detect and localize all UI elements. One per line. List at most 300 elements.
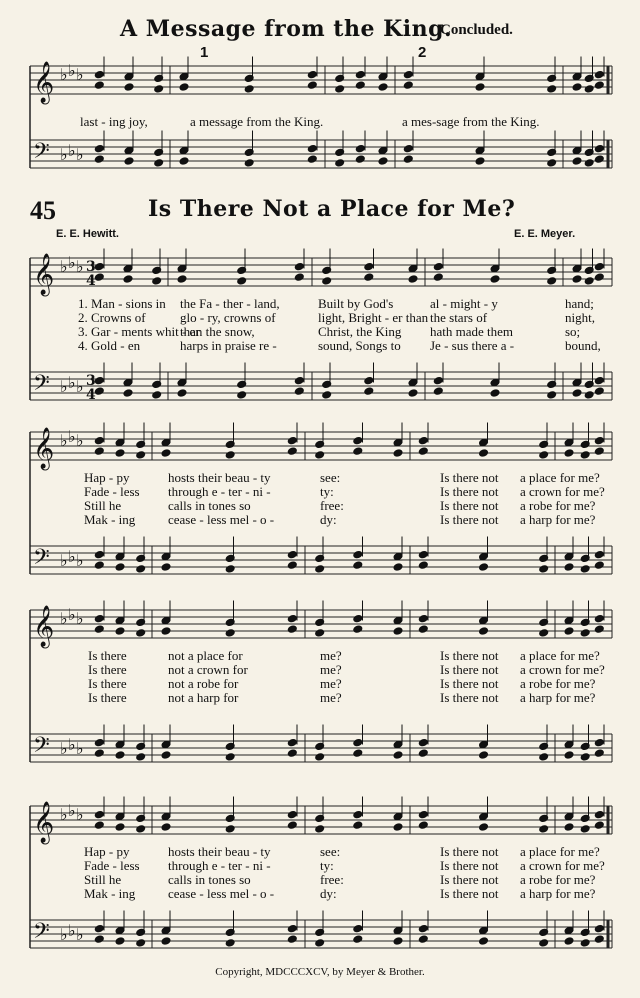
lyric-segment: Je - sus there a - [430, 338, 515, 353]
note-head [237, 277, 247, 286]
treble-clef: 𝄞 [33, 62, 55, 103]
flat-sign: ♭ [68, 801, 76, 820]
note-head [584, 159, 594, 168]
note-head [539, 565, 549, 574]
bass-clef: 𝄢 [33, 139, 50, 169]
note-head [572, 157, 582, 166]
note-head [475, 157, 485, 166]
lyric-segment: Christ, the King [318, 324, 402, 339]
note-head [547, 159, 557, 168]
flat-sign: ♭ [68, 373, 76, 392]
note-head [364, 273, 374, 282]
lyric-segment: a crown for me? [520, 484, 605, 499]
note-head [418, 738, 428, 747]
note-head [572, 83, 582, 92]
note-head [479, 740, 489, 749]
lyric-segment: Still he [84, 872, 122, 887]
bass-clef: 𝄢 [33, 371, 50, 401]
note-head [594, 821, 604, 830]
note-head [94, 387, 104, 396]
note-head [115, 751, 125, 760]
note-head [353, 436, 363, 445]
note-head [594, 738, 604, 747]
note-head [564, 937, 574, 946]
note-head [539, 629, 549, 638]
note-head [547, 277, 557, 286]
flat-sign: ♭ [68, 141, 76, 160]
note-head [580, 939, 590, 948]
note-head [594, 614, 604, 623]
note-head [94, 144, 104, 153]
note-head [307, 81, 317, 90]
note-head [161, 552, 171, 561]
note-head [225, 565, 235, 574]
note-head [287, 447, 297, 456]
note-head [433, 376, 443, 385]
note-head [594, 81, 604, 90]
note-head [564, 552, 574, 561]
lyric-segment: Is there not [440, 484, 499, 499]
note-head [564, 563, 574, 572]
flat-sign: ♭ [60, 65, 68, 84]
note-head [94, 821, 104, 830]
note-head [355, 144, 365, 153]
lyric-segment: calls in tones so [168, 498, 251, 513]
lyric-segment: a crown for me? [520, 858, 605, 873]
note-head [353, 821, 363, 830]
bass-clef: 𝄢 [33, 733, 50, 763]
hymn-title: Is There Not a Place for Me? [148, 196, 516, 222]
lyric-segment: not a crown for [168, 662, 248, 677]
note-head [179, 72, 189, 81]
bass-clef: 𝄢 [33, 919, 50, 949]
note-head [378, 83, 388, 92]
note-heads [94, 57, 604, 948]
lyric-segment: a robe for me? [520, 872, 596, 887]
note-head [353, 810, 363, 819]
note-head [393, 627, 403, 636]
note-head [315, 565, 325, 574]
note-head [115, 552, 125, 561]
lyric-segment: through e - ter - ni - [168, 858, 271, 873]
note-head [479, 616, 489, 625]
lyric-segment: a place for me? [520, 648, 600, 663]
lyric-segment: Is there not [440, 676, 499, 691]
note-head [418, 436, 428, 445]
lyric-segment: Fade - less [84, 858, 140, 873]
note-head [564, 616, 574, 625]
note-head [418, 924, 428, 933]
note-head [433, 262, 443, 271]
note-head [547, 85, 557, 94]
note-head [287, 749, 297, 758]
note-head [594, 447, 604, 456]
note-head [378, 72, 388, 81]
flat-sign: ♭ [76, 609, 84, 628]
note-head [287, 561, 297, 570]
lyric-segment: Mak - ing [84, 512, 136, 527]
note-head [479, 812, 489, 821]
lyric-segment: Is there not [440, 498, 499, 513]
lyric-segment: hand; [565, 296, 594, 311]
lyric-segment: Is there [88, 690, 127, 705]
note-head [123, 264, 133, 273]
lyric-segment: 4. Gold - en [78, 338, 141, 353]
lyric-segment: a robe for me? [520, 498, 596, 513]
note-head [353, 550, 363, 559]
note-head [161, 751, 171, 760]
note-head [287, 550, 297, 559]
note-head [124, 83, 134, 92]
lyric-segment: hath made them [430, 324, 514, 339]
note-head [322, 391, 332, 400]
note-head [94, 561, 104, 570]
note-head [594, 387, 604, 396]
flat-sign: ♭ [60, 257, 68, 276]
note-head [594, 376, 604, 385]
lyric-segment: dy: [320, 886, 337, 901]
lyric-segment: bound, [565, 338, 601, 353]
flat-sign: ♭ [76, 805, 84, 824]
note-head [433, 273, 443, 282]
flat-sign: ♭ [68, 253, 76, 272]
note-head [418, 821, 428, 830]
previous-hymn-title: A Message from the King. [120, 16, 453, 42]
note-head [353, 447, 363, 456]
note-head [315, 629, 325, 638]
lyric-segment: al - might - y [430, 296, 498, 311]
note-head [479, 449, 489, 458]
lyric-segment: dy: [320, 512, 337, 527]
note-head [594, 262, 604, 271]
note-head [161, 627, 171, 636]
note-head [364, 376, 374, 385]
note-head [152, 391, 162, 400]
lyric-segment: me? [320, 648, 342, 663]
flat-sign: ♭ [68, 735, 76, 754]
note-head [94, 738, 104, 747]
note-head [418, 447, 428, 456]
note-head [353, 625, 363, 634]
note-head [364, 262, 374, 271]
note-head [124, 157, 134, 166]
lyric-segment: Is there [88, 662, 127, 677]
note-head [287, 625, 297, 634]
note-head [564, 926, 574, 935]
note-head [307, 155, 317, 164]
note-head [161, 740, 171, 749]
note-head [115, 627, 125, 636]
note-head [244, 85, 254, 94]
note-head [154, 159, 164, 168]
note-head [378, 146, 388, 155]
first-ending-number: 1 [200, 44, 209, 61]
note-head [564, 812, 574, 821]
note-head [572, 146, 582, 155]
lyric-segment: ty: [320, 484, 334, 499]
lyric-segment: light, Bright - er than [318, 310, 429, 325]
lyric-segment: Still he [84, 498, 122, 513]
note-head [393, 812, 403, 821]
note-head [161, 812, 171, 821]
note-head [335, 85, 345, 94]
lyric-segment: harps in praise re - [180, 338, 277, 353]
lyric-segment: free: [320, 872, 344, 887]
note-head [123, 275, 133, 284]
flat-sign: ♭ [60, 377, 68, 396]
note-head [115, 616, 125, 625]
note-head [418, 550, 428, 559]
lyric-segment: Is there not [440, 648, 499, 663]
note-head [161, 926, 171, 935]
note-head [594, 155, 604, 164]
note-head [94, 935, 104, 944]
lyric-segment: night, [565, 310, 595, 325]
note-head [353, 738, 363, 747]
note-head [136, 629, 146, 638]
note-head [490, 275, 500, 284]
note-head [393, 563, 403, 572]
time-signature-bottom: 4 [86, 273, 96, 289]
note-head [115, 926, 125, 935]
note-head [564, 823, 574, 832]
copyright-notice: Copyright, MDCCCXCV, by Meyer & Brother. [215, 966, 425, 978]
note-head [580, 565, 590, 574]
note-head [177, 378, 187, 387]
note-head [418, 614, 428, 623]
bass-staff [30, 140, 612, 168]
lyric-segment: a robe for me? [520, 676, 596, 691]
note-head [355, 155, 365, 164]
note-head [115, 449, 125, 458]
note-head [584, 391, 594, 400]
lyric-segment: see: [320, 844, 341, 859]
note-head [572, 378, 582, 387]
flat-sign: ♭ [76, 145, 84, 164]
note-head [378, 157, 388, 166]
lyric-segment: ty: [320, 858, 334, 873]
note-head [564, 740, 574, 749]
note-head [161, 937, 171, 946]
note-head [479, 627, 489, 636]
note-head [94, 625, 104, 634]
note-head [294, 376, 304, 385]
note-head [177, 264, 187, 273]
note-head [479, 937, 489, 946]
note-head [403, 70, 413, 79]
flat-sign: ♭ [68, 921, 76, 940]
note-head [564, 438, 574, 447]
note-head [294, 387, 304, 396]
note-head [94, 81, 104, 90]
lyric-segment: not a harp for [168, 690, 239, 705]
note-head [179, 146, 189, 155]
note-head [353, 924, 363, 933]
flat-sign: ♭ [60, 551, 68, 570]
note-head [161, 616, 171, 625]
prev-lyric-2: a message from the King. [190, 114, 324, 129]
note-head [94, 70, 104, 79]
hymn-author: E. E. Hewitt. [56, 228, 119, 240]
note-head [115, 438, 125, 447]
note-head [94, 436, 104, 445]
note-head [315, 939, 325, 948]
note-head [115, 740, 125, 749]
note-head [136, 451, 146, 460]
note-head [475, 83, 485, 92]
second-ending-number: 2 [418, 44, 427, 61]
note-head [287, 935, 297, 944]
flat-sign: ♭ [76, 551, 84, 570]
note-head [94, 447, 104, 456]
note-head [177, 275, 187, 284]
note-head [403, 155, 413, 164]
note-head [287, 810, 297, 819]
flat-sign: ♭ [68, 427, 76, 446]
note-head [572, 72, 582, 81]
note-head [94, 614, 104, 623]
note-head [225, 753, 235, 762]
note-head [287, 614, 297, 623]
note-head [475, 146, 485, 155]
note-head [547, 391, 557, 400]
note-head [225, 939, 235, 948]
note-head [418, 749, 428, 758]
lyric-segment: the stars of [430, 310, 488, 325]
clefs [33, 61, 96, 949]
note-head [408, 264, 418, 273]
lyric-segment: me? [320, 690, 342, 705]
note-head [408, 378, 418, 387]
lyric-segment: Fade - less [84, 484, 140, 499]
note-head [479, 823, 489, 832]
note-head [94, 155, 104, 164]
lyric-segment: Is there not [440, 690, 499, 705]
lyric-segment: Mak - ing [84, 886, 136, 901]
note-head [179, 157, 189, 166]
note-head [393, 751, 403, 760]
note-head [353, 561, 363, 570]
lyric-segment: Is there [88, 676, 127, 691]
note-head [539, 451, 549, 460]
note-head [594, 561, 604, 570]
flat-sign: ♭ [76, 431, 84, 450]
note-head [136, 825, 146, 834]
lyric-segment: Is there not [440, 858, 499, 873]
flat-sign: ♭ [60, 145, 68, 164]
note-head [94, 262, 104, 271]
time-signature-top: 3 [86, 259, 96, 275]
flat-sign: ♭ [76, 925, 84, 944]
flat-sign: ♭ [76, 65, 84, 84]
lyric-segment: me? [320, 676, 342, 691]
note-head [393, 937, 403, 946]
note-head [584, 277, 594, 286]
flat-sign: ♭ [60, 609, 68, 628]
note-head [136, 939, 146, 948]
note-head [393, 449, 403, 458]
treble-staff [30, 258, 612, 286]
note-head [161, 563, 171, 572]
bass-clef: 𝄢 [33, 545, 50, 575]
lyric-segment: hosts their beau - ty [168, 844, 271, 859]
note-head [225, 825, 235, 834]
lyric-segment: a place for me? [520, 470, 600, 485]
note-head [580, 629, 590, 638]
note-head [287, 821, 297, 830]
note-head [475, 72, 485, 81]
flat-sign: ♭ [76, 257, 84, 276]
note-head [539, 939, 549, 948]
note-head [564, 449, 574, 458]
note-head [94, 273, 104, 282]
lyric-segment: Is there not [440, 512, 499, 527]
note-head [539, 753, 549, 762]
note-head [115, 937, 125, 946]
flat-sign: ♭ [68, 547, 76, 566]
note-head [115, 823, 125, 832]
lyric-segment: a harp for me? [520, 690, 596, 705]
note-head [152, 277, 162, 286]
note-head [177, 389, 187, 398]
time-signature-bottom: 4 [86, 387, 96, 403]
lyric-segment: a harp for me? [520, 886, 596, 901]
note-head [403, 81, 413, 90]
note-head [294, 273, 304, 282]
note-head [580, 753, 590, 762]
note-head [572, 264, 582, 273]
note-head [94, 810, 104, 819]
note-head [564, 751, 574, 760]
hymn-composer: E. E. Meyer. [514, 228, 576, 240]
lyric-segment: not a place for [168, 648, 243, 663]
lyric-segment: Is there not [440, 872, 499, 887]
note-head [418, 561, 428, 570]
treble-clef: 𝄞 [33, 428, 55, 469]
time-signature-top: 3 [86, 373, 96, 389]
note-head [408, 389, 418, 398]
note-head [294, 262, 304, 271]
note-head [594, 436, 604, 445]
treble-staff [30, 66, 612, 94]
hymn-number: 45 [30, 196, 56, 225]
note-head [393, 823, 403, 832]
note-head [353, 614, 363, 623]
note-head [315, 753, 325, 762]
note-head [179, 83, 189, 92]
note-head [94, 749, 104, 758]
lyric-segment: Is there not [440, 844, 499, 859]
note-head [572, 275, 582, 284]
lyric-segment: a place for me? [520, 844, 600, 859]
lyric-segment: hosts their beau - ty [168, 470, 271, 485]
lyric-segment: 1. Man - sions in [78, 296, 166, 311]
note-head [594, 935, 604, 944]
lyric-segment: glo - ry, crowns of [180, 310, 276, 325]
note-head [353, 749, 363, 758]
flat-sign: ♭ [60, 805, 68, 824]
note-head [287, 924, 297, 933]
lyric-segment: Hap - py [84, 844, 130, 859]
note-head [94, 924, 104, 933]
flat-sign: ♭ [68, 61, 76, 80]
note-head [594, 625, 604, 634]
note-head [161, 823, 171, 832]
note-head [408, 275, 418, 284]
note-head [136, 565, 146, 574]
note-head [225, 451, 235, 460]
lyric-segment: Is there not [440, 662, 499, 677]
